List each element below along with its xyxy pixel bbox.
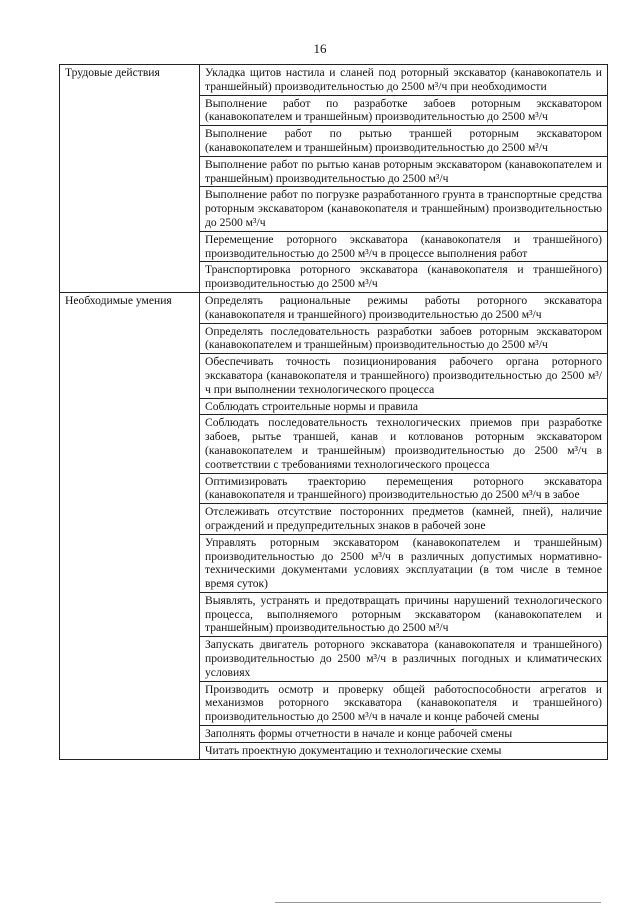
skill-cell: Определять последовательность разработки забоев роторным экскаватором (канавокопателем и траншейным) производительностью до 2500 м³/ч <box>200 323 608 354</box>
section-label-labor-actions: Трудовые действия <box>60 65 200 293</box>
skill-cell: Обеспечивать точность позиционирования рабочего органа роторного экскаватора (канавокопателя и траншейного) производительностью до 2500 м³/ч при выполнении технологического процесса <box>200 354 608 398</box>
table-row <box>60 292 608 323</box>
competency-table <box>59 64 608 760</box>
labor-action-cell: Выполнение работ по рытью траншей роторным экскаватором (канавокопателем и траншейным) производительностью до 2500 м³/ч <box>200 126 608 157</box>
labor-action-cell: Перемещение роторного экскаватора (канавокопателя и траншейного) производительностью до 2500 м³/ч в процессе выполнения работ <box>200 231 608 262</box>
skill-cell: Запускать двигатель роторного экскаватора (канавокопателя и траншейного) производительностью до 2500 м³/ч в различных погодных и климатических условиях <box>200 637 608 681</box>
skill-cell: Производить осмотр и проверку общей работоспособности агрегатов и механизмов роторного экскаватора (канавокопателя и траншейного) производительностью до 2500 м³/ч в начале и конце рабочей смены <box>200 681 608 725</box>
skill-cell: Оптимизировать траекторию перемещения роторного экскаватора (канавокопателя и траншейного) производительностью до 2500 м³/ч в забое <box>200 473 608 504</box>
skill-cell: Отслеживать отсутствие посторонних предметов (камней, пней), наличие ограждений и предупредительных знаков в рабочей зоне <box>200 504 608 535</box>
labor-action-cell: Выполнение работ по разработке забоев роторным экскаватором (канавокопателем и траншейным) производительностью до 2500 м³/ч <box>200 95 608 126</box>
labor-action-cell: Транспортировка роторного экскаватора (канавокопателя и траншейного) производительностью до 2500 м³/ч <box>200 262 608 293</box>
table-row <box>60 65 608 96</box>
skill-cell: Выявлять, устранять и предотвращать причины нарушений технологического процесса, выполняемого роторным экскаватором (канавокопателем и траншейным) производительностью до 2500 м³/ч <box>200 592 608 636</box>
skill-cell: Заполнять формы отчетности в начале и конце рабочей смены <box>200 726 608 743</box>
bottom-scan-line <box>275 902 601 903</box>
skill-cell: Определять рациональные режимы работы роторного экскаватора (канавокопателя и траншейного) производительностью до 2500 м³/ч <box>200 292 608 323</box>
labor-action-cell: Выполнение работ по погрузке разработанного грунта в транспортные средства роторным экскаватором (канавокопателя и траншейным) производительностью до 2500 м³/ч <box>200 187 608 231</box>
skill-cell: Управлять роторным экскаватором (канавокопателем и траншейным) производительностью до 2500 м³/ч в различных допустимых нормативно-техническими документами условиях эксплуатации (в том числе в темное время суток) <box>200 534 608 592</box>
page-number: 16 <box>313 41 327 56</box>
section-label-required-skills: Необходимые умения <box>60 292 200 759</box>
labor-action-cell: Укладка щитов настила и слaней под роторный экскаватор (канавокопатель и траншейный) производительностью до 2500 м³/ч при необходимости <box>200 65 608 96</box>
skill-cell: Соблюдать строительные нормы и правила <box>200 398 608 415</box>
skill-cell: Читать проектную документацию и технологические схемы <box>200 742 608 759</box>
skill-cell: Соблюдать последовательность технологических приемов при разработке забоев, рытье траншей, канав и котлованов роторным экскаватором (канавокопателем и траншейным) производительностью до 2500 м³/ч в соответствии с требованиями технологического процесса <box>200 415 608 473</box>
labor-action-cell: Выполнение работ по рытью канав роторным экскаватором (канавокопателем и траншейным) производительностью до 2500 м³/ч <box>200 156 608 187</box>
table-body <box>60 65 608 760</box>
